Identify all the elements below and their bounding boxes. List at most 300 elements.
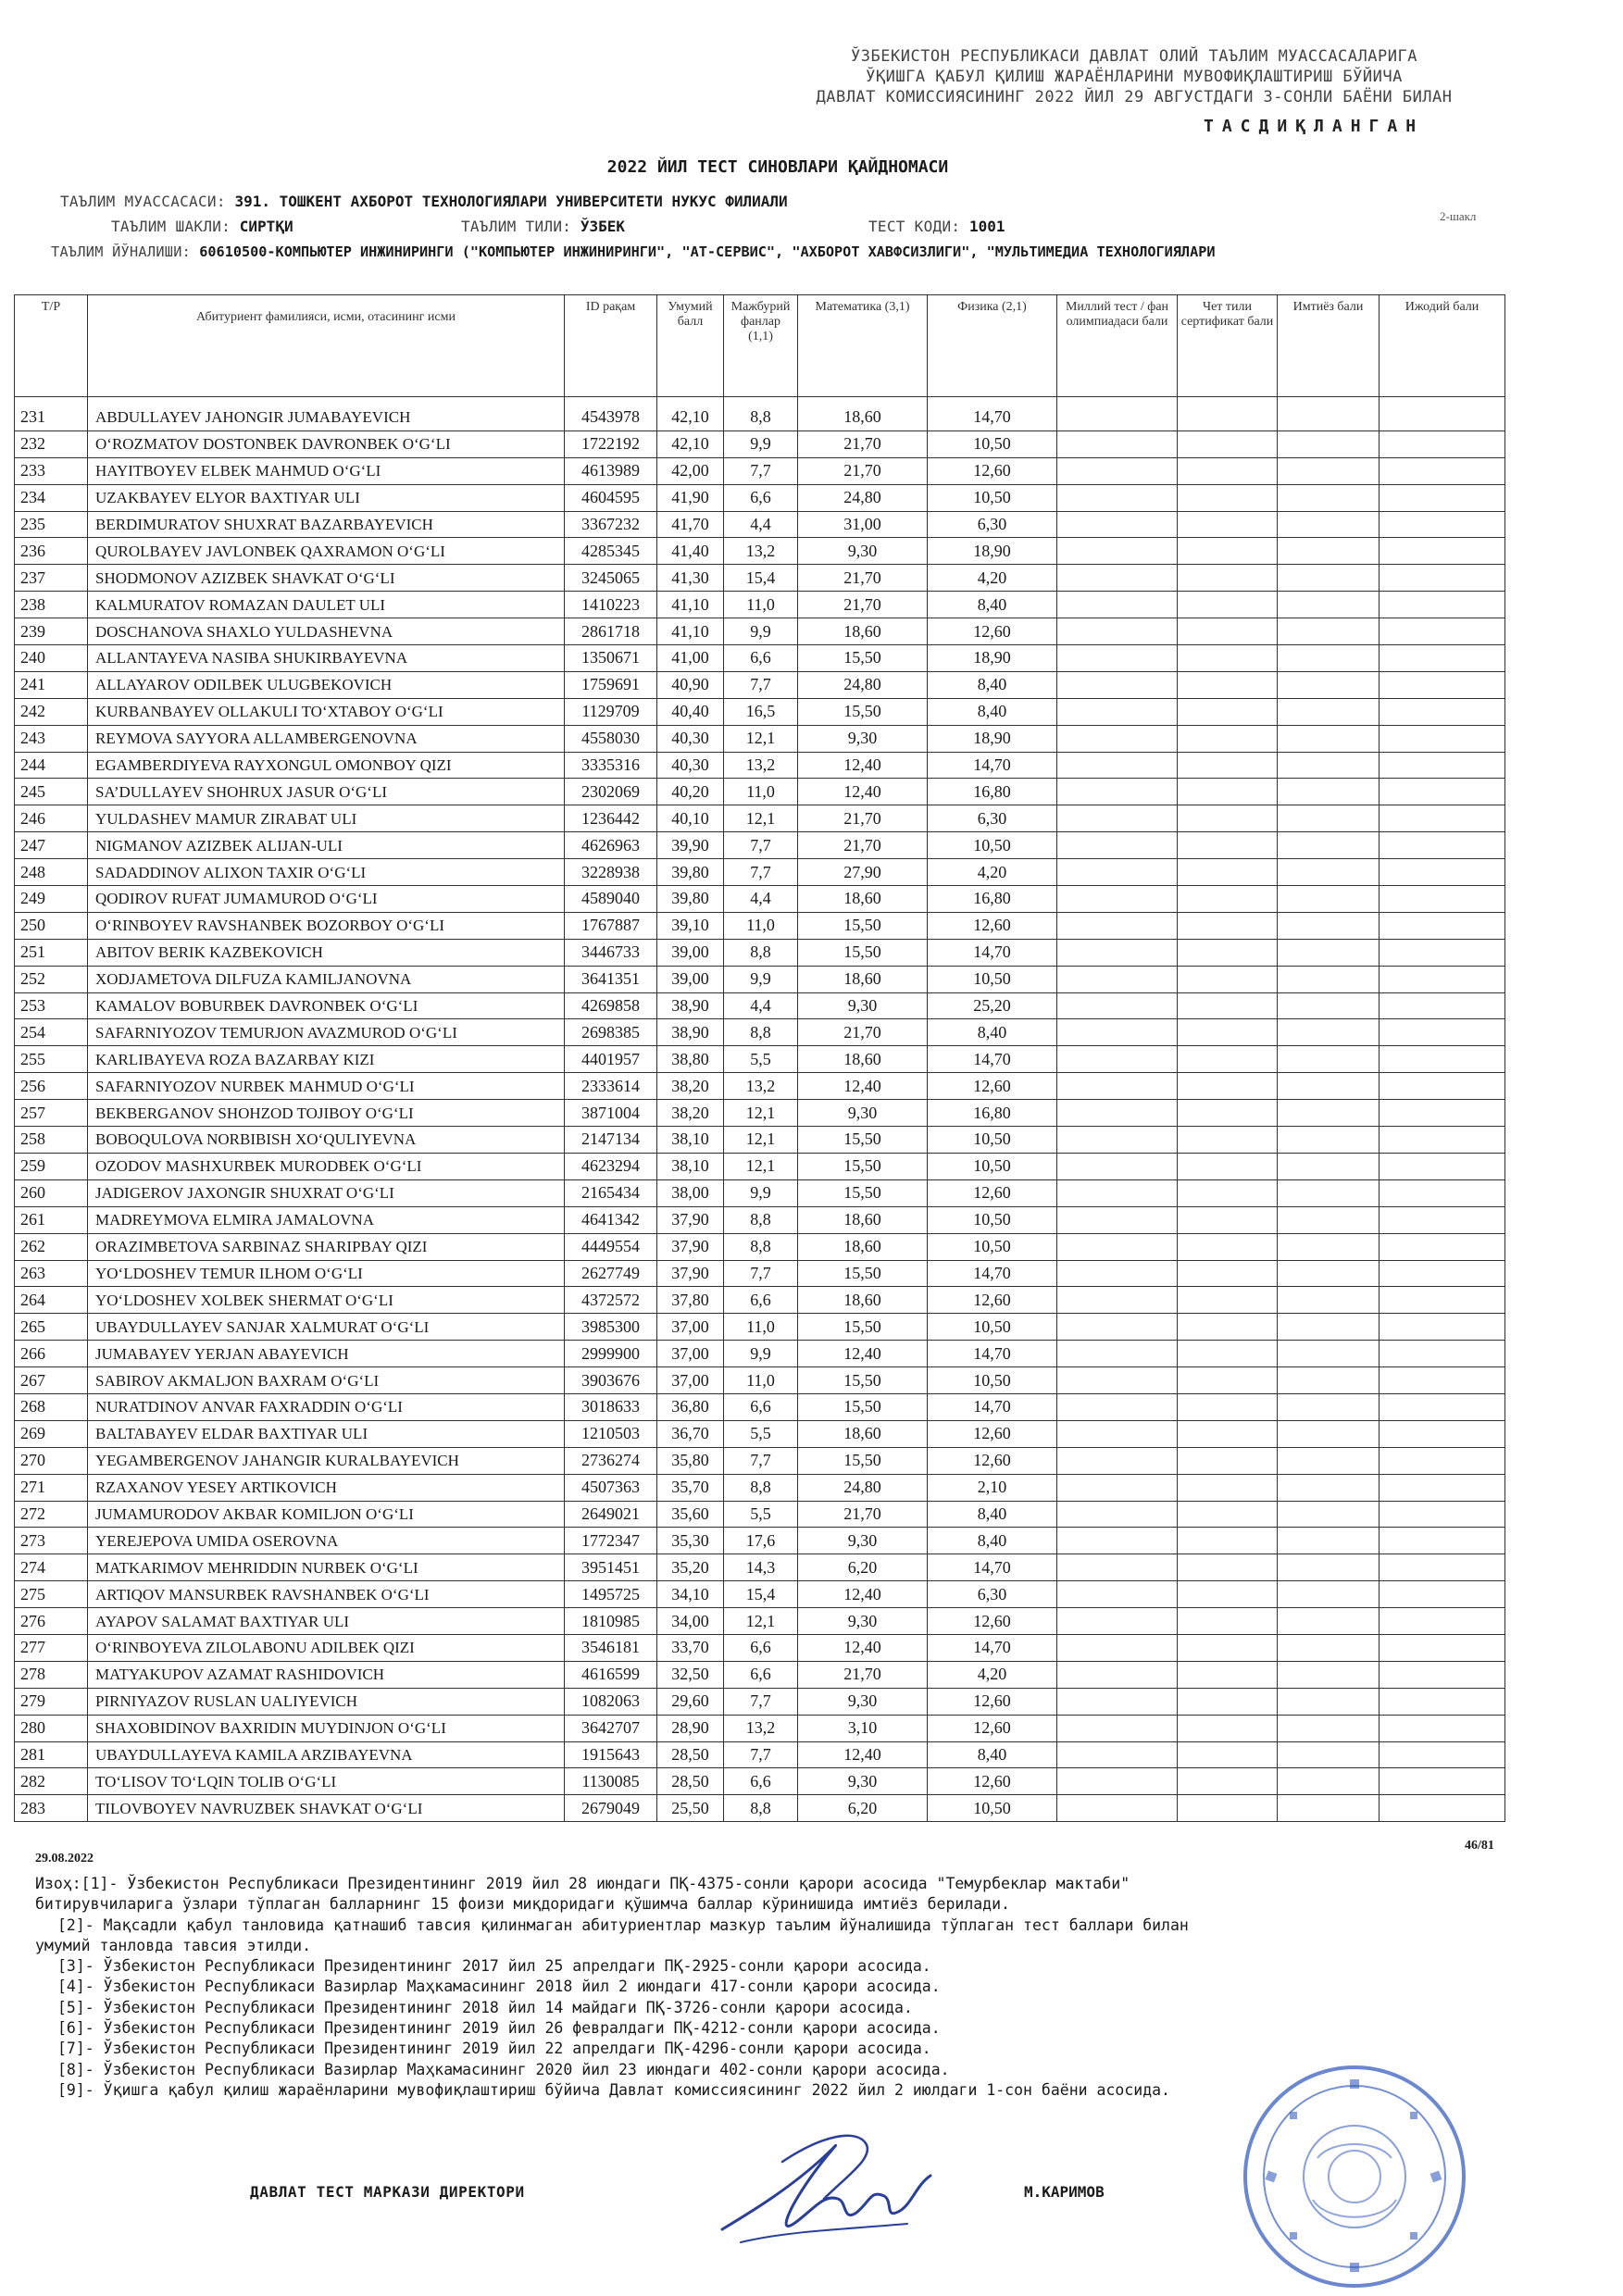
total-score: 41,40 bbox=[657, 538, 724, 565]
empty-cell bbox=[1278, 805, 1380, 832]
math-score: 21,70 bbox=[798, 430, 928, 457]
row-number: 232 bbox=[15, 430, 88, 457]
math-score: 18,60 bbox=[798, 886, 928, 913]
physics-score: 14,70 bbox=[928, 1634, 1057, 1661]
mandatory-score: 11,0 bbox=[724, 1314, 798, 1341]
row-number: 260 bbox=[15, 1179, 88, 1206]
math-score: 21,70 bbox=[798, 805, 928, 832]
physics-score: 12,60 bbox=[928, 1715, 1057, 1741]
row-number: 280 bbox=[15, 1715, 88, 1741]
physics-score: 14,70 bbox=[928, 1554, 1057, 1581]
empty-cell bbox=[1178, 565, 1278, 592]
mandatory-score: 17,6 bbox=[724, 1528, 798, 1554]
mandatory-score: 5,5 bbox=[724, 1420, 798, 1447]
total-score: 41,70 bbox=[657, 511, 724, 538]
mandatory-score: 12,1 bbox=[724, 1608, 798, 1635]
physics-score: 8,40 bbox=[928, 671, 1057, 698]
total-score: 38,90 bbox=[657, 1019, 724, 1046]
empty-cell bbox=[1278, 752, 1380, 779]
total-score: 41,30 bbox=[657, 565, 724, 592]
applicant-name: O‘RINBOYEV RAVSHANBEK BOZORBOY O‘G‘LI bbox=[88, 912, 565, 939]
form-value: СИРТҚИ bbox=[239, 218, 293, 235]
applicant-name: YULDASHEV MAMUR ZIRABAT ULI bbox=[88, 805, 565, 832]
empty-cell bbox=[1178, 912, 1278, 939]
physics-score: 16,80 bbox=[928, 779, 1057, 805]
applicant-id: 3367232 bbox=[565, 511, 657, 538]
total-score: 40,90 bbox=[657, 671, 724, 698]
empty-cell bbox=[1380, 1179, 1505, 1206]
empty-cell bbox=[1278, 1287, 1380, 1314]
empty-cell bbox=[1057, 966, 1178, 992]
table-row bbox=[15, 1795, 1505, 1822]
empty-cell bbox=[1278, 992, 1380, 1019]
total-score: 29,60 bbox=[657, 1688, 724, 1715]
empty-cell bbox=[1178, 1634, 1278, 1661]
row-number: 237 bbox=[15, 565, 88, 592]
applicant-name: MADREYMOVA ELMIRA JAMALOVNA bbox=[88, 1206, 565, 1233]
row-number: 268 bbox=[15, 1393, 88, 1420]
math-score: 9,30 bbox=[798, 1528, 928, 1554]
applicant-id: 3245065 bbox=[565, 565, 657, 592]
row-number: 261 bbox=[15, 1206, 88, 1233]
empty-cell bbox=[1057, 1100, 1178, 1127]
table-row bbox=[15, 1314, 1505, 1341]
form-number: 2-шакл bbox=[1440, 209, 1477, 223]
empty-cell bbox=[1178, 1019, 1278, 1046]
total-score: 40,20 bbox=[657, 779, 724, 805]
empty-cell bbox=[1278, 912, 1380, 939]
row-number: 255 bbox=[15, 1046, 88, 1073]
physics-score: 8,40 bbox=[928, 1741, 1057, 1768]
empty-cell bbox=[1278, 1474, 1380, 1501]
math-score: 21,70 bbox=[798, 592, 928, 618]
empty-cell bbox=[1178, 1393, 1278, 1420]
math-score: 18,60 bbox=[798, 1287, 928, 1314]
physics-score: 10,50 bbox=[928, 966, 1057, 992]
table-row bbox=[15, 1073, 1505, 1100]
physics-score: 8,40 bbox=[928, 592, 1057, 618]
note-line: Изоҳ:[1]- Ўзбекистон Республикаси Президентининг 2019 йил 28 июндаги ПҚ-4375-сонли қарори асосида "Темурбеклар мактаби" bbox=[35, 1875, 1130, 1892]
math-score: 9,30 bbox=[798, 1688, 928, 1715]
row-number: 273 bbox=[15, 1528, 88, 1554]
mandatory-score: 7,7 bbox=[724, 671, 798, 698]
applicant-name: SADADDINOV ALIXON TAXIR O‘G‘LI bbox=[88, 859, 565, 886]
applicant-id: 2698385 bbox=[565, 1019, 657, 1046]
empty-cell bbox=[1380, 645, 1505, 672]
applicant-name: YEREJEPOVA UMIDA OSEROVNA bbox=[88, 1528, 565, 1554]
applicant-name: BOBOQULOVA NORBIBISH XO‘QULIYEVNA bbox=[88, 1127, 565, 1154]
empty-cell bbox=[1057, 1206, 1178, 1233]
total-score: 38,10 bbox=[657, 1127, 724, 1154]
note-line: [7]- Ўзбекистон Республикаси Президентининг 2019 йил 22 апрелдаги ПҚ-4296-сонли қарори асосида. bbox=[57, 2040, 931, 2058]
mandatory-score: 12,1 bbox=[724, 1100, 798, 1127]
row-number: 240 bbox=[15, 645, 88, 672]
empty-cell bbox=[1057, 592, 1178, 618]
empty-cell bbox=[1380, 511, 1505, 538]
math-score: 18,60 bbox=[798, 618, 928, 645]
row-number: 253 bbox=[15, 992, 88, 1019]
empty-cell bbox=[1380, 1661, 1505, 1688]
note-line: [5]- Ўзбекистон Республикаси Президентининг 2018 йил 14 майдаги ПҚ-3726-сонли қарори асосида. bbox=[57, 1998, 913, 2016]
table-row bbox=[15, 1341, 1505, 1367]
mandatory-score: 5,5 bbox=[724, 1046, 798, 1073]
empty-cell bbox=[1278, 1367, 1380, 1394]
table-row bbox=[15, 1393, 1505, 1420]
approval-line: ЎЗБЕКИСТОН РЕСПУБЛИКАСИ ДАВЛАТ ОЛИЙ ТАЪЛИМ МУАССАСАЛАРИГА bbox=[851, 47, 1417, 66]
math-score: 18,60 bbox=[798, 397, 928, 431]
empty-cell bbox=[1057, 859, 1178, 886]
empty-cell bbox=[1380, 805, 1505, 832]
applicant-id: 1722192 bbox=[565, 430, 657, 457]
applicant-id: 3228938 bbox=[565, 859, 657, 886]
empty-cell bbox=[1178, 805, 1278, 832]
empty-cell bbox=[1278, 698, 1380, 725]
total-score: 39,00 bbox=[657, 966, 724, 992]
empty-cell bbox=[1278, 1127, 1380, 1154]
math-score: 12,40 bbox=[798, 1073, 928, 1100]
applicant-name: ABDULLAYEV JAHONGIR JUMABAYEVICH bbox=[88, 397, 565, 431]
empty-cell bbox=[1380, 992, 1505, 1019]
mandatory-score: 8,8 bbox=[724, 1233, 798, 1260]
math-score: 15,50 bbox=[798, 939, 928, 966]
empty-cell bbox=[1380, 1127, 1505, 1154]
mandatory-score: 8,8 bbox=[724, 397, 798, 431]
physics-score: 16,80 bbox=[928, 1100, 1057, 1127]
empty-cell bbox=[1178, 1046, 1278, 1073]
math-score: 6,20 bbox=[798, 1795, 928, 1822]
applicant-name: ARTIQOV MANSURBEK RAVSHANBEK O‘G‘LI bbox=[88, 1581, 565, 1608]
physics-score: 4,20 bbox=[928, 565, 1057, 592]
row-number: 242 bbox=[15, 698, 88, 725]
mandatory-score: 9,9 bbox=[724, 966, 798, 992]
math-score: 9,30 bbox=[798, 538, 928, 565]
table-row bbox=[15, 779, 1505, 805]
physics-score: 4,20 bbox=[928, 859, 1057, 886]
math-score: 12,40 bbox=[798, 1341, 928, 1367]
applicant-id: 4269858 bbox=[565, 992, 657, 1019]
physics-score: 8,40 bbox=[928, 1019, 1057, 1046]
mandatory-score: 13,2 bbox=[724, 538, 798, 565]
mandatory-score: 12,1 bbox=[724, 1153, 798, 1179]
empty-cell bbox=[1178, 966, 1278, 992]
empty-cell bbox=[1380, 565, 1505, 592]
empty-cell bbox=[1278, 886, 1380, 913]
empty-cell bbox=[1178, 1447, 1278, 1474]
applicant-name: SABIROV AKMALJON BAXRAM O‘G‘LI bbox=[88, 1367, 565, 1394]
table-row bbox=[15, 939, 1505, 966]
applicant-name: ABITOV BERIK KAZBEKOVICH bbox=[88, 939, 565, 966]
empty-cell bbox=[1057, 912, 1178, 939]
applicant-name: JUMABAYEV YERJAN ABAYEVICH bbox=[88, 1341, 565, 1367]
table-row bbox=[15, 671, 1505, 698]
applicant-name: QUROLBAYEV JAVLONBEK QAXRAMON O‘G‘LI bbox=[88, 538, 565, 565]
applicant-name: JUMAMURODOV AKBAR KOMILJON O‘G‘LI bbox=[88, 1501, 565, 1528]
empty-cell bbox=[1057, 1019, 1178, 1046]
physics-score: 12,60 bbox=[928, 457, 1057, 484]
document-date: 29.08.2022 bbox=[35, 1852, 94, 1866]
mandatory-score: 8,8 bbox=[724, 1474, 798, 1501]
physics-score: 16,80 bbox=[928, 886, 1057, 913]
director-name: М.КАРИМОВ bbox=[1024, 2183, 1105, 2201]
math-score: 12,40 bbox=[798, 779, 928, 805]
empty-cell bbox=[1380, 859, 1505, 886]
applicant-id: 3018633 bbox=[565, 1393, 657, 1420]
note-line: [9]- Ўқишга қабул қилиш жараёнларини мувофиқлаштириш бўйича Давлат комиссиясининг 2022 йил 2 июлдаги 1-сон баёни асосида. bbox=[57, 2080, 1170, 2099]
empty-cell bbox=[1278, 1393, 1380, 1420]
empty-cell bbox=[1380, 1501, 1505, 1528]
empty-cell bbox=[1178, 1341, 1278, 1367]
empty-cell bbox=[1178, 698, 1278, 725]
empty-cell bbox=[1380, 1715, 1505, 1741]
applicant-name: UBAYDULLAYEVA KAMILA ARZIBAYEVNA bbox=[88, 1741, 565, 1768]
row-number: 279 bbox=[15, 1688, 88, 1715]
row-number: 278 bbox=[15, 1661, 88, 1688]
table-row bbox=[15, 1046, 1505, 1073]
test-code-value: 1001 bbox=[968, 218, 1005, 235]
empty-cell bbox=[1057, 1233, 1178, 1260]
empty-cell bbox=[1380, 1367, 1505, 1394]
mandatory-score: 7,7 bbox=[724, 1260, 798, 1287]
empty-cell bbox=[1178, 1554, 1278, 1581]
applicant-name: YEGAMBERGENOV JAHANGIR KURALBAYEVICH bbox=[88, 1447, 565, 1474]
col-header-math: Математика (3,1) bbox=[798, 295, 928, 397]
mandatory-score: 8,8 bbox=[724, 939, 798, 966]
table-row bbox=[15, 1179, 1505, 1206]
table-row bbox=[15, 1287, 1505, 1314]
mandatory-score: 6,6 bbox=[724, 1634, 798, 1661]
math-score: 24,80 bbox=[798, 671, 928, 698]
mandatory-score: 12,1 bbox=[724, 725, 798, 752]
math-score: 18,60 bbox=[798, 1206, 928, 1233]
mandatory-score: 6,6 bbox=[724, 484, 798, 511]
empty-cell bbox=[1278, 1795, 1380, 1822]
empty-cell bbox=[1178, 1528, 1278, 1554]
empty-cell bbox=[1178, 538, 1278, 565]
empty-cell bbox=[1178, 1474, 1278, 1501]
empty-cell bbox=[1278, 1661, 1380, 1688]
total-score: 37,90 bbox=[657, 1233, 724, 1260]
math-score: 15,50 bbox=[798, 1447, 928, 1474]
col-header-name: Абитуриент фамилияси, исми, отасининг исми bbox=[88, 295, 565, 397]
applicant-id: 4613989 bbox=[565, 457, 657, 484]
applicant-id: 3335316 bbox=[565, 752, 657, 779]
total-score: 35,80 bbox=[657, 1447, 724, 1474]
total-score: 37,90 bbox=[657, 1206, 724, 1233]
total-score: 28,90 bbox=[657, 1715, 724, 1741]
total-score: 37,00 bbox=[657, 1341, 724, 1367]
math-score: 12,40 bbox=[798, 1634, 928, 1661]
table-row bbox=[15, 1661, 1505, 1688]
table-row bbox=[15, 725, 1505, 752]
physics-score: 10,50 bbox=[928, 1367, 1057, 1394]
language-line bbox=[461, 218, 625, 235]
row-number: 239 bbox=[15, 618, 88, 645]
empty-cell bbox=[1278, 1554, 1380, 1581]
total-score: 40,10 bbox=[657, 805, 724, 832]
table-row bbox=[15, 592, 1505, 618]
physics-score: 12,60 bbox=[928, 1073, 1057, 1100]
math-score: 15,50 bbox=[798, 698, 928, 725]
empty-cell bbox=[1380, 484, 1505, 511]
applicant-id: 4285345 bbox=[565, 538, 657, 565]
row-number: 256 bbox=[15, 1073, 88, 1100]
table-row bbox=[15, 1233, 1505, 1260]
empty-cell bbox=[1057, 484, 1178, 511]
total-score: 41,00 bbox=[657, 645, 724, 672]
empty-cell bbox=[1278, 1179, 1380, 1206]
empty-cell bbox=[1178, 1768, 1278, 1795]
math-score: 3,10 bbox=[798, 1715, 928, 1741]
math-score: 15,50 bbox=[798, 1127, 928, 1154]
col-header-no: Т/Р bbox=[15, 295, 88, 397]
physics-score: 12,60 bbox=[928, 1287, 1057, 1314]
physics-score: 12,60 bbox=[928, 1768, 1057, 1795]
note-line: [4]- Ўзбекистон Республикаси Вазирлар Маҳкамасининг 2018 йил 2 июндаги 417-сонли қарори асосида. bbox=[57, 1978, 941, 1996]
mandatory-score: 11,0 bbox=[724, 592, 798, 618]
empty-cell bbox=[1380, 397, 1505, 431]
physics-score: 14,70 bbox=[928, 1393, 1057, 1420]
empty-cell bbox=[1178, 1581, 1278, 1608]
applicant-id: 4558030 bbox=[565, 725, 657, 752]
total-score: 41,10 bbox=[657, 592, 724, 618]
applicant-id: 3951451 bbox=[565, 1554, 657, 1581]
physics-score: 6,30 bbox=[928, 805, 1057, 832]
empty-cell bbox=[1278, 1768, 1380, 1795]
physics-score: 6,30 bbox=[928, 1581, 1057, 1608]
applicant-id: 1915643 bbox=[565, 1741, 657, 1768]
applicant-name: O‘ROZMATOV DOSTONBEK DAVRONBEK O‘G‘LI bbox=[88, 430, 565, 457]
empty-cell bbox=[1380, 1314, 1505, 1341]
direction-line bbox=[51, 243, 1216, 260]
empty-cell bbox=[1380, 939, 1505, 966]
table-row bbox=[15, 912, 1505, 939]
table-row bbox=[15, 698, 1505, 725]
math-score: 15,50 bbox=[798, 1260, 928, 1287]
table-row bbox=[15, 1019, 1505, 1046]
empty-cell bbox=[1278, 1715, 1380, 1741]
math-score: 24,80 bbox=[798, 484, 928, 511]
total-score: 28,50 bbox=[657, 1741, 724, 1768]
empty-cell bbox=[1380, 1795, 1505, 1822]
empty-cell bbox=[1380, 725, 1505, 752]
mandatory-score: 12,1 bbox=[724, 805, 798, 832]
applicant-id: 1495725 bbox=[565, 1581, 657, 1608]
empty-cell bbox=[1057, 886, 1178, 913]
row-number: 263 bbox=[15, 1260, 88, 1287]
row-number: 247 bbox=[15, 832, 88, 859]
empty-cell bbox=[1057, 1127, 1178, 1154]
empty-cell bbox=[1380, 1073, 1505, 1100]
physics-score: 18,90 bbox=[928, 725, 1057, 752]
total-score: 38,20 bbox=[657, 1100, 724, 1127]
total-score: 35,30 bbox=[657, 1528, 724, 1554]
empty-cell bbox=[1057, 1501, 1178, 1528]
mandatory-score: 7,7 bbox=[724, 1741, 798, 1768]
mandatory-score: 7,7 bbox=[724, 1447, 798, 1474]
row-number: 251 bbox=[15, 939, 88, 966]
institution-value: 391. ТОШКЕНТ АХБОРОТ ТЕХНОЛОГИЯЛАРИ УНИВЕРСИТЕТИ НУКУС ФИЛИАЛИ bbox=[234, 193, 788, 210]
applicant-id: 4626963 bbox=[565, 832, 657, 859]
applicant-id: 4372572 bbox=[565, 1287, 657, 1314]
mandatory-score: 4,4 bbox=[724, 886, 798, 913]
total-score: 38,90 bbox=[657, 992, 724, 1019]
empty-cell bbox=[1278, 457, 1380, 484]
row-number: 243 bbox=[15, 725, 88, 752]
table-row bbox=[15, 966, 1505, 992]
col-header-total: Умумий балл bbox=[657, 295, 724, 397]
total-score: 38,20 bbox=[657, 1073, 724, 1100]
row-number: 277 bbox=[15, 1634, 88, 1661]
table-row bbox=[15, 645, 1505, 672]
empty-cell bbox=[1178, 1206, 1278, 1233]
empty-cell bbox=[1057, 939, 1178, 966]
applicant-id: 4604595 bbox=[565, 484, 657, 511]
empty-cell bbox=[1380, 752, 1505, 779]
empty-cell bbox=[1380, 1046, 1505, 1073]
empty-cell bbox=[1278, 1634, 1380, 1661]
empty-cell bbox=[1057, 1608, 1178, 1635]
physics-score: 12,60 bbox=[928, 1420, 1057, 1447]
empty-cell bbox=[1178, 939, 1278, 966]
table-row bbox=[15, 1608, 1505, 1635]
mandatory-score: 8,8 bbox=[724, 1019, 798, 1046]
table-row bbox=[15, 511, 1505, 538]
table-row bbox=[15, 992, 1505, 1019]
empty-cell bbox=[1380, 1393, 1505, 1420]
empty-cell bbox=[1178, 430, 1278, 457]
applicant-id: 2302069 bbox=[565, 779, 657, 805]
table-row bbox=[15, 1581, 1505, 1608]
row-number: 233 bbox=[15, 457, 88, 484]
applicant-name: SAFARNIYOZOV TEMURJON AVAZMUROD O‘G‘LI bbox=[88, 1019, 565, 1046]
empty-cell bbox=[1178, 1233, 1278, 1260]
applicant-name: SAFARNIYOZOV NURBEK MAHMUD O‘G‘LI bbox=[88, 1073, 565, 1100]
empty-cell bbox=[1178, 484, 1278, 511]
empty-cell bbox=[1057, 1634, 1178, 1661]
empty-cell bbox=[1178, 1501, 1278, 1528]
physics-score: 6,30 bbox=[928, 511, 1057, 538]
applicant-name: O‘RINBOYEVA ZILOLABONU ADILBEK QIZI bbox=[88, 1634, 565, 1661]
empty-cell bbox=[1380, 912, 1505, 939]
empty-cell bbox=[1057, 779, 1178, 805]
row-number: 269 bbox=[15, 1420, 88, 1447]
empty-cell bbox=[1057, 1046, 1178, 1073]
empty-cell bbox=[1057, 725, 1178, 752]
empty-cell bbox=[1278, 511, 1380, 538]
col-header-mandatory: Мажбурий фанлар (1,1) bbox=[724, 295, 798, 397]
empty-cell bbox=[1380, 698, 1505, 725]
total-score: 37,80 bbox=[657, 1287, 724, 1314]
applicant-name: MATKARIMOV MEHRIDDIN NURBEK O‘G‘LI bbox=[88, 1554, 565, 1581]
row-number: 283 bbox=[15, 1795, 88, 1822]
row-number: 250 bbox=[15, 912, 88, 939]
mandatory-score: 14,3 bbox=[724, 1554, 798, 1581]
col-header-privilege: Имтиёз бали bbox=[1278, 295, 1380, 397]
table-row bbox=[15, 1474, 1505, 1501]
empty-cell bbox=[1178, 1127, 1278, 1154]
applicant-name: PIRNIYAZOV RUSLAN UALIYEVICH bbox=[88, 1688, 565, 1715]
empty-cell bbox=[1278, 1206, 1380, 1233]
applicant-name: TO‘LISOV TO‘LQIN TOLIB O‘G‘LI bbox=[88, 1768, 565, 1795]
table-row bbox=[15, 1554, 1505, 1581]
mandatory-score: 6,6 bbox=[724, 1287, 798, 1314]
row-number: 235 bbox=[15, 511, 88, 538]
empty-cell bbox=[1278, 484, 1380, 511]
mandatory-score: 6,6 bbox=[724, 645, 798, 672]
applicant-name: ALLANTAYEVA NASIBA SHUKIRBAYEVNA bbox=[88, 645, 565, 672]
math-score: 21,70 bbox=[798, 457, 928, 484]
empty-cell bbox=[1278, 1233, 1380, 1260]
